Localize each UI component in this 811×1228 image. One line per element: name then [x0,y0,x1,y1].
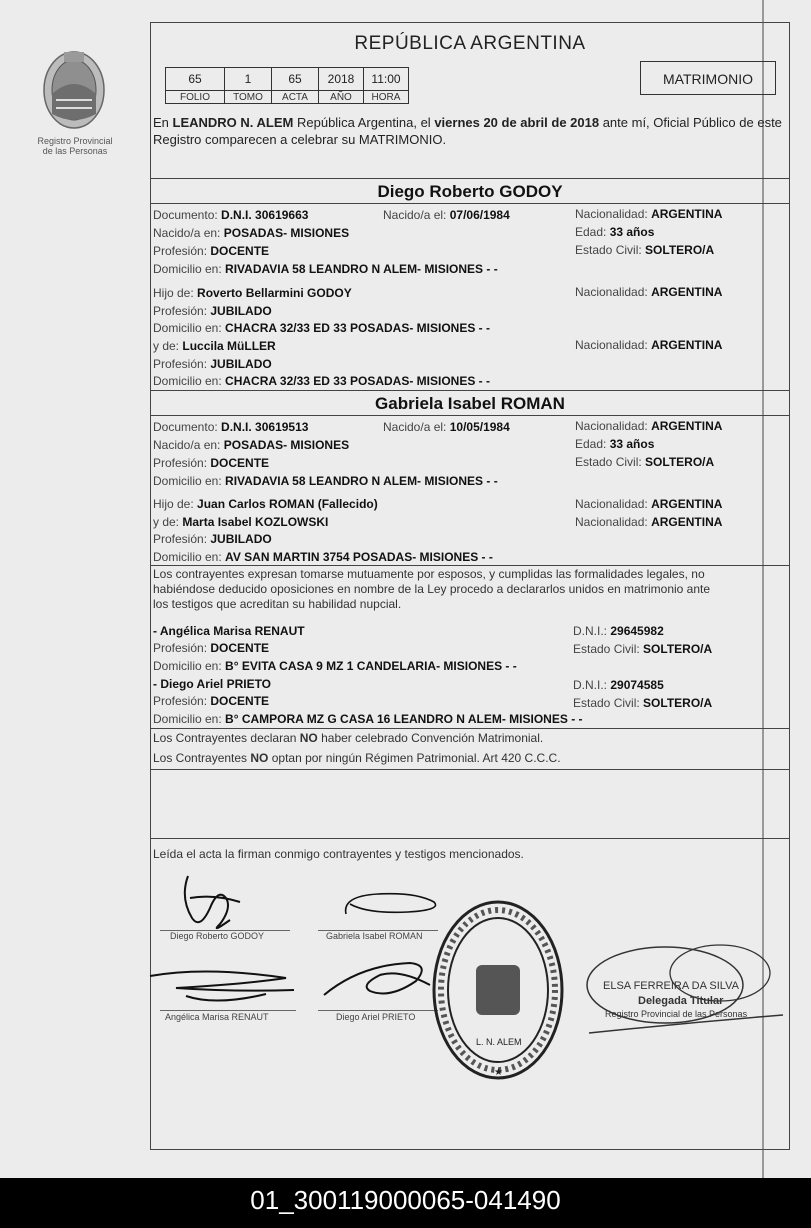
divider [150,838,790,839]
witness1-profesion: Profesión: DOCENTE [153,641,270,655]
svg-text:L. N. ALEM: L. N. ALEM [476,1037,522,1047]
spouse1-edad: Edad: 33 años [575,225,655,239]
acta-value: 65 [272,68,319,91]
delegate-name: ELSA FERREIRA DA SILVA [603,980,739,992]
folio-label: FOLIO [166,91,225,104]
hora-label: HORA [364,91,409,104]
spouse2-estado-civil: Estado Civil: SOLTERO/A [575,455,715,469]
spouse2-edad: Edad: 33 años [575,437,655,451]
spouse2-parents-profesion: Profesión: JUBILADO [153,532,272,546]
witness1-name: - Angélica Marisa RENAUT [153,624,305,638]
witness2-estado-civil: Estado Civil: SOLTERO/A [573,696,713,710]
signature-3 [146,966,296,1016]
divider [150,178,790,179]
spouse1-documento: Documento: D.N.I. 30619663 [153,208,309,222]
signature-label-1: Diego Roberto GODOY [170,931,265,941]
witness1-dni: D.N.I.: 29645982 [573,624,664,638]
signature-label-2: Gabriela Isabel ROMAN [326,931,423,941]
acta-label: ACTA [272,91,319,104]
closing-text: Leída el acta la firman conmigo contrayentes y testigos mencionados. [153,847,524,861]
anio-value: 2018 [319,68,364,91]
spouse2-father: Hijo de: Juan Carlos ROMAN (Fallecido) [153,497,378,511]
spouse1-mother-domicilio: Domicilio en: CHACRA 32/33 ED 33 POSADAS- MISIONES - - [153,374,490,388]
witness1-domicilio: Domicilio en: B° EVITA CASA 9 MZ 1 CANDELARIA- MISIONES - - [153,659,517,673]
divider [150,565,790,566]
spouse1-name: Diego Roberto GODOY [377,182,563,201]
spouse1-nacido-en: Nacido/a en: POSADAS- MISIONES [153,226,350,240]
spouse2-father-nacionalidad: Nacionalidad: ARGENTINA [575,497,723,511]
spouse1-nacido-el: Nacido/a el: 07/06/1984 [383,208,510,222]
coat-of-arms-icon [34,44,114,134]
regime-note: Los Contrayentes NO optan por ningún Régimen Patrimonial. Art 420 C.C.C. [153,751,561,765]
spouse2-parents-domicilio: Domicilio en: AV SAN MARTIN 3754 POSADAS- MISIONES - - [153,550,493,564]
signature-line [318,1010,438,1011]
witness2-profesion: Profesión: DOCENTE [153,694,270,708]
spouse1-profesion: Profesión: DOCENTE [153,244,270,258]
spouse1-father-profesion: Profesión: JUBILADO [153,304,272,318]
spouse2-profesion: Profesión: DOCENTE [153,456,270,470]
signature-4 [320,955,440,1015]
record-type-box: MATRIMONIO [640,61,776,95]
spouse2-mother: y de: Marta Isabel KOZLOWSKI [153,515,329,529]
record-meta-table [165,67,409,104]
folio-value: 65 [166,68,225,91]
divider [150,203,790,204]
signature-label-3: Angélica Marisa RENAUT [165,1012,269,1022]
spouse1-father: Hijo de: Roverto Bellarmini GODOY [153,286,352,300]
divider [150,415,790,416]
spouse1-mother-nacionalidad: Nacionalidad: ARGENTINA [575,338,723,352]
spouse1-mother-profesion: Profesión: JUBILADO [153,357,272,371]
spouse2-documento: Documento: D.N.I. 30619513 [153,420,309,434]
divider [150,390,790,391]
document-code-footer: 01_300119000065-041490 [0,1178,811,1228]
spouse1-estado-civil: Estado Civil: SOLTERO/A [575,243,715,257]
spouse1-domicilio: Domicilio en: RIVADAVIA 58 LEANDRO N ALEM- MISIONES - - [153,262,498,276]
spouse1-father-nacionalidad: Nacionalidad: ARGENTINA [575,285,723,299]
signature-label-4: Diego Ariel PRIETO [336,1012,416,1022]
spouse1-nacionalidad: Nacionalidad: ARGENTINA [575,207,723,221]
page-title: REPÚBLICA ARGENTINA [354,33,586,54]
delegate-stamp-icon [585,945,785,1040]
declaration-paragraph: Los contrayentes expresan tomarse mutuamente por esposos, y cumplidas las formalidades legales, no habiéndose deducido oposiciones en nombre de la Ley procedo a declararlos unidos en matrimonio ante los testigos que acreditan su habilidad nupcial. [153,567,711,611]
witness2-name: - Diego Ariel PRIETO [153,677,272,691]
witness1-estado-civil: Estado Civil: SOLTERO/A [573,642,713,656]
spouse2-mother-nacionalidad: Nacionalidad: ARGENTINA [575,515,723,529]
spouse2-nacionalidad: Nacionalidad: ARGENTINA [575,419,723,433]
registry-label: Registro Provincial de las Personas [37,136,113,156]
convention-note: Los Contrayentes declaran NO haber celebrado Convención Matrimonial. [153,731,544,745]
intro-paragraph: En LEANDRO N. ALEM República Argentina, el viernes 20 de abril de 2018 ante mí, Oficial Público de este Registro comparecen a celebrar su MATRIMONIO. [153,115,782,147]
signature-1 [170,868,250,938]
witness2-dni: D.N.I.: 29074585 [573,678,664,692]
divider [150,728,790,729]
spouse2-nacido-en: Nacido/a en: POSADAS- MISIONES [153,438,350,452]
tomo-label: TOMO [225,91,272,104]
spouse2-name: Gabriela Isabel ROMAN [375,394,565,413]
svg-text:★: ★ [494,1067,503,1078]
spouse2-domicilio: Domicilio en: RIVADAVIA 58 LEANDRO N ALEM- MISIONES - - [153,474,498,488]
official-seal-icon [428,895,568,1085]
tomo-value: 1 [225,68,272,91]
spouse1-father-domicilio: Domicilio en: CHACRA 32/33 ED 33 POSADAS- MISIONES - - [153,321,490,335]
divider [150,769,790,770]
delegate-role: Delegada Titular [638,995,724,1007]
spouse1-mother: y de: Luccila MüLLER [153,339,276,353]
witness2-domicilio: Domicilio en: B° CAMPORA MZ G CASA 16 LEANDRO N ALEM- MISIONES - - [153,712,583,726]
delegate-org: Registro Provincial de las Personas [605,1009,748,1019]
signature-line [160,1010,296,1011]
hora-value: 11:00 [364,68,409,91]
anio-label: AÑO [319,91,364,104]
spouse2-nacido-el: Nacido/a el: 10/05/1984 [383,420,510,434]
